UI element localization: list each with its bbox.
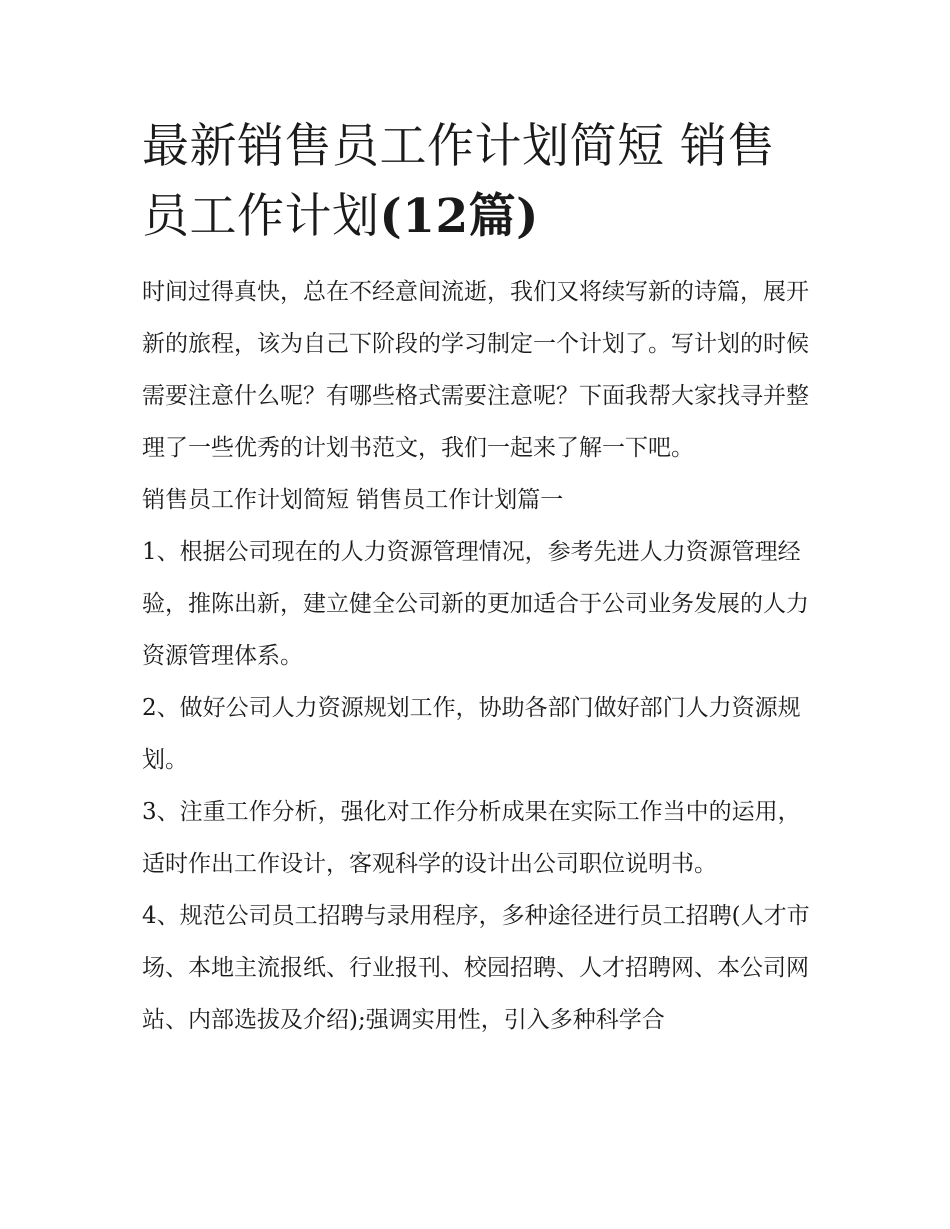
document-body	[142, 266, 812, 1046]
title-main: 最新销售员工作计划简短 销售员工作计划	[142, 119, 775, 244]
section-heading: 销售员工作计划简短 销售员工作计划篇一	[142, 487, 564, 513]
list-item: 4、规范公司员工招聘与录用程序，多种途径进行员工招聘(人才市场、本地主流报纸、行业报刊、校园招聘、人才招聘网、本公司网站、内部选拔及介绍);强调实用性，引入多种科学合	[142, 903, 810, 1033]
list-item: 2、做好公司人力资源规划工作，协助各部门做好部门人力资源规划。	[142, 695, 801, 773]
title-tail: (12篇)	[379, 189, 539, 244]
document-title	[142, 112, 812, 252]
intro-paragraph: 时间过得真快，总在不经意间流逝，我们又将续写新的诗篇，展开新的旅程，该为自己下阶段的学习制定一个计划了。写计划的时候需要注意什么呢？有哪些格式需要注意呢？下面我帮大家找寻并整理了一些优秀的计划书范文，我们一起来了解一下吧。	[142, 279, 809, 461]
list-item: 1、根据公司现在的人力资源管理情况，参考先进人力资源管理经验，推陈出新，建立健全公司新的更加适合于公司业务发展的人力资源管理体系。	[142, 539, 809, 669]
list-item: 3、注重工作分析，强化对工作分析成果在实际工作当中的运用，适时作出工作设计，客观科学的设计出公司职位说明书。	[142, 799, 801, 877]
document-page	[142, 112, 812, 1046]
